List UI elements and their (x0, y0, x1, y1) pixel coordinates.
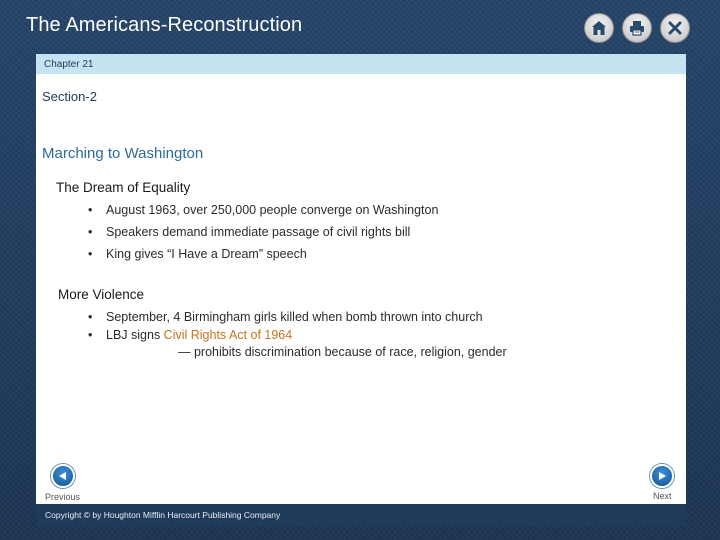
bullet-item: • September, 4 Birmingham girls killed when bomb thrown into church (88, 309, 483, 327)
slide-heading: Marching to Washington (42, 145, 204, 162)
print-icon[interactable] (622, 13, 652, 43)
triangle-left-icon (58, 471, 68, 481)
close-icon[interactable] (660, 13, 690, 43)
bullet-item: • King gives “I Have a Dream” speech (88, 246, 438, 268)
subheading-more-violence: More Violence (58, 287, 145, 302)
triangle-right-icon (657, 471, 667, 481)
home-icon[interactable] (584, 13, 614, 43)
subheading-dream-of-equality: The Dream of Equality (56, 180, 191, 195)
previous-button[interactable] (51, 464, 75, 488)
nav-icon-group (584, 13, 690, 43)
bullet-item (88, 327, 483, 345)
next-button[interactable] (650, 464, 674, 488)
next-label[interactable]: Next (653, 491, 672, 501)
chapter-bar: Chapter 21 (36, 54, 686, 74)
bullet-list-dream (88, 202, 438, 268)
slide-content (36, 74, 686, 504)
bullet-text: LBJ signs (106, 328, 164, 342)
footer-copyright: Copyright © by Houghton Mifflin Harcourt Publishing Company (36, 504, 686, 526)
app-title: The Americans-Reconstruction (26, 14, 303, 36)
bullet-list-violence (88, 309, 483, 345)
previous-label[interactable]: Previous (45, 492, 81, 502)
bullet-item: • August 1963, over 250,000 people converge on Washington (88, 202, 438, 224)
continuation-text: — prohibits discrimination because of race, religion, gender (178, 345, 507, 359)
highlighted-term: Civil Rights Act of 1964 (163, 328, 293, 342)
section-label: Section-2 (42, 89, 97, 104)
bullet-item: • Speakers demand immediate passage of civil rights bill (88, 224, 438, 246)
